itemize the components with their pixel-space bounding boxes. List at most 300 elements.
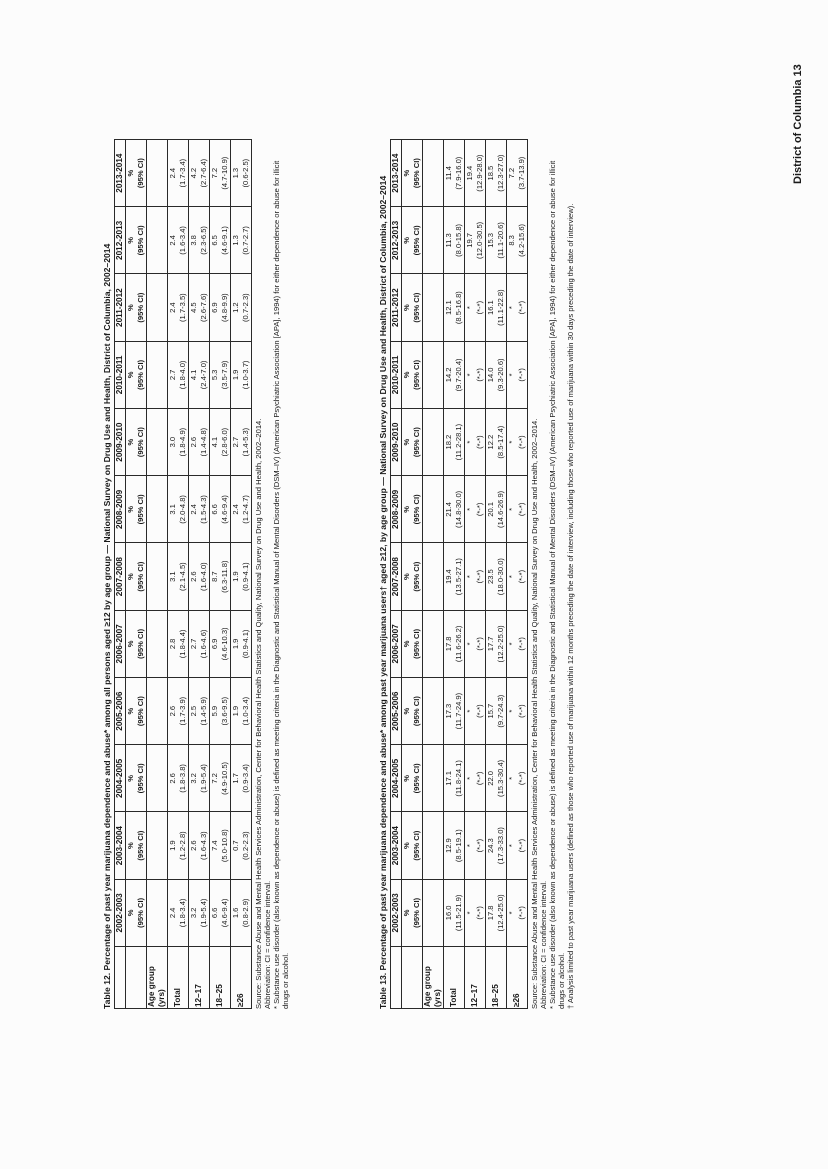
data-cell [444, 610, 465, 677]
data-cell [486, 543, 507, 610]
ci-label: (95% CI) [412, 897, 421, 928]
pct-label: % [126, 506, 135, 513]
data-cell [465, 812, 486, 879]
confidence-interval: (12.4-25.0) [496, 894, 505, 932]
estimate: 14.2 [444, 367, 453, 383]
data-cell [486, 745, 507, 812]
confidence-interval: (12.2-25.0) [496, 625, 505, 663]
estimate: 4.5 [189, 302, 198, 313]
data-cell [465, 207, 486, 274]
confidence-interval: (11.7-24.9) [454, 692, 463, 730]
data-cell [486, 812, 507, 879]
data-cell [444, 812, 465, 879]
empty-cell [423, 745, 444, 812]
confidence-interval: (*-*) [475, 368, 484, 382]
row-label: 12–17 [465, 947, 486, 1009]
data-cell [189, 812, 210, 879]
unit-header [402, 207, 423, 274]
pct-label: % [402, 775, 411, 782]
data-cell [189, 207, 210, 274]
pct-label: % [126, 237, 135, 244]
estimate: 2.6 [189, 436, 198, 448]
data-cell [465, 610, 486, 677]
estimate: 2.6 [189, 840, 198, 851]
data-cell [168, 678, 189, 745]
estimate: 3.8 [189, 235, 198, 246]
year-header-row [115, 140, 126, 1009]
estimate: 1.3 [231, 167, 240, 179]
unit-header [126, 140, 147, 207]
data-cell [189, 341, 210, 408]
ci-label: (95% CI) [136, 494, 145, 525]
year-header: 2006-2007 [391, 610, 402, 677]
pct-label: % [126, 640, 135, 648]
corner-cell [402, 947, 423, 1009]
confidence-interval: (1.0-3.7) [241, 360, 250, 390]
table-row [465, 140, 486, 1009]
confidence-interval: (12.9-28.0) [475, 154, 484, 192]
estimate: * [507, 911, 516, 915]
ci-label: (95% CI) [136, 763, 145, 794]
data-cell [210, 543, 231, 610]
data-cell [168, 879, 189, 946]
empty-cell [423, 274, 444, 341]
pct-label: % [402, 909, 411, 917]
unit-header [126, 745, 147, 812]
confidence-interval: (8.5-17.4) [496, 425, 505, 459]
ci-label: (95% CI) [136, 830, 145, 861]
pct-label: % [402, 640, 411, 648]
data-cell [231, 207, 252, 274]
estimate: 6.9 [210, 638, 219, 650]
confidence-interval: (*-*) [517, 569, 526, 584]
estimate: 1.2 [231, 302, 240, 313]
confidence-interval: (2.6-7.6) [199, 293, 208, 322]
confidence-interval: (4.2-15.6) [517, 223, 526, 257]
year-header: 2012-2013 [115, 207, 126, 274]
estimate: 2.7 [231, 436, 240, 448]
data-cell [210, 409, 231, 476]
confidence-interval: (*-*) [475, 906, 484, 920]
estimate: 23.5 [486, 569, 495, 585]
estimate: 19.4 [444, 569, 453, 585]
pct-label: % [126, 842, 135, 850]
footnote: † Analysis limited to past year marijuana users (defined as those who reported use of marijuana within 12 months preceding the date of interview, including those who reported use of marijuana within 30 days preceding the date of interview). [566, 203, 575, 1009]
data-cell [210, 678, 231, 745]
confidence-interval: (*-*) [517, 637, 526, 651]
confidence-interval: (9.3-20.6) [496, 358, 505, 392]
estimate: 7.2 [507, 167, 516, 179]
data-cell [168, 409, 189, 476]
year-header: 2004-2005 [115, 745, 126, 812]
unit-header [126, 678, 147, 745]
data-cell [465, 409, 486, 476]
confidence-interval: (9.7-20.4) [454, 358, 463, 392]
estimate: 17.3 [444, 703, 453, 719]
data-cell [168, 274, 189, 341]
estimate: 18.5 [486, 165, 495, 181]
estimate: 2.4 [231, 504, 240, 515]
data-cell [231, 476, 252, 543]
page-label: District of Columbia 13 [792, 64, 804, 184]
confidence-interval: (4.7-10.9) [220, 156, 229, 190]
empty-cell [423, 812, 444, 879]
confidence-interval: (4.6-9.1) [220, 226, 229, 255]
empty-cell [147, 543, 168, 610]
estimate: 1.6 [231, 907, 240, 919]
estimate: 19.4 [465, 165, 474, 181]
corner-cell [126, 947, 147, 1009]
pct-label: % [126, 573, 135, 581]
year-header-row [391, 140, 402, 1009]
confidence-interval: (*-*) [475, 771, 484, 786]
estimate: 16.1 [486, 300, 495, 316]
data-cell [465, 745, 486, 812]
table-row [507, 140, 528, 1009]
unit-header [126, 409, 147, 476]
estimate: 3.1 [168, 504, 177, 515]
estimate: 3.1 [168, 571, 177, 582]
estimate: 2.8 [168, 638, 177, 650]
data-cell [168, 207, 189, 274]
confidence-interval: (*-*) [475, 502, 484, 517]
empty-cell [423, 879, 444, 946]
data-cell [189, 274, 210, 341]
estimate: 2.7 [189, 638, 198, 650]
confidence-interval: (1.8-4.0) [178, 360, 187, 390]
estimate: * [507, 844, 516, 848]
estimate: 1.9 [231, 369, 240, 381]
footnote: * Substance use disorder (also known as dependence or abuse) is defined as meeting criteria in the Diagnostic and Statistical Manual of Mental Disorders (DSM–IV) (American Psychiatric Association [APA], 1994) for either dependence or abuse for illicit drugs or alcohol. [548, 160, 566, 1009]
confidence-interval: (1.9-5.4) [199, 898, 208, 928]
data-cell [486, 274, 507, 341]
ci-label: (95% CI) [412, 561, 421, 592]
data-cell [444, 207, 465, 274]
year-header: 2011-2012 [115, 274, 126, 341]
confidence-interval: (2.7-6.4) [199, 158, 208, 188]
estimate: 17.8 [486, 905, 495, 921]
estimate: * [465, 575, 474, 579]
estimate: * [465, 709, 474, 713]
estimate: 2.7 [168, 369, 177, 381]
confidence-interval: (2.8-6.0) [220, 427, 229, 457]
year-header: 2005-2006 [391, 678, 402, 745]
data-cell [168, 476, 189, 543]
confidence-interval: (1.8-3.4) [178, 898, 187, 928]
age-group-label: Age group (yrs) [147, 947, 168, 1009]
data-cell [507, 476, 528, 543]
confidence-interval: (*-*) [517, 906, 526, 920]
age-group-row [423, 140, 444, 1009]
data-cell [507, 543, 528, 610]
confidence-interval: (1.4-4.8) [199, 427, 208, 457]
estimate: 11.4 [444, 166, 453, 181]
estimate: * [465, 911, 474, 915]
pct-label: % [126, 775, 135, 782]
confidence-interval: (0.6-2.5) [241, 158, 250, 188]
estimate: * [465, 373, 474, 377]
estimate: * [465, 776, 474, 780]
ci-label: (95% CI) [412, 427, 421, 458]
estimate: 3.2 [189, 907, 198, 919]
unit-header [402, 341, 423, 408]
table-13-footnotes [530, 149, 575, 1009]
confidence-interval: (11.8-24.1) [454, 760, 463, 797]
unit-header [402, 745, 423, 812]
confidence-interval: (*-*) [517, 300, 526, 315]
data-cell [486, 610, 507, 677]
estimate: 4.1 [210, 436, 219, 448]
ci-label: (95% CI) [136, 292, 145, 323]
row-label: Total [168, 947, 189, 1009]
year-header: 2006-2007 [115, 610, 126, 677]
confidence-interval: (11.2-28.1) [454, 423, 463, 461]
confidence-interval: (11.1-20.6) [496, 222, 505, 259]
data-cell [444, 745, 465, 812]
confidence-interval: (12.3-27.0) [496, 154, 505, 192]
estimate: 2.4 [168, 167, 177, 179]
empty-cell [423, 678, 444, 745]
table-row [231, 140, 252, 1009]
table-12-title: Table 12. Percentage of past year marijuana dependence and abuse* among all persons aged ≥12 by age group — National Survey on Drug Use and Health, District of Columbia, 2002–2014 [102, 243, 112, 1009]
data-cell [231, 140, 252, 207]
ci-label: (95% CI) [412, 292, 421, 323]
year-header: 2003-2004 [115, 812, 126, 879]
unit-header [402, 812, 423, 879]
estimate: 2.4 [168, 235, 177, 246]
confidence-interval: (*-*) [517, 435, 526, 449]
confidence-interval: (15.3-30.4) [496, 759, 505, 797]
data-cell [231, 812, 252, 879]
estimate: 6.9 [210, 302, 219, 313]
footnote: Source: Substance Abuse and Mental Health Services Administration, Center for Behavioral Health Statistics and Quality, National Survey on Drug Use and Health, 2002–2014. [254, 418, 263, 1009]
confidence-interval: (1.4-5.9) [199, 696, 208, 726]
table-13 [378, 139, 575, 1009]
data-cell [231, 745, 252, 812]
confidence-interval: (8.5-19.1) [454, 829, 463, 863]
pct-label: % [402, 707, 411, 715]
estimate: 1.3 [231, 235, 240, 246]
estimate: * [465, 642, 474, 646]
confidence-interval: (14.6-26.9) [496, 490, 505, 528]
estimate: 1.7 [231, 773, 240, 784]
empty-cell [147, 812, 168, 879]
pct-label: % [402, 371, 411, 379]
year-header: 2013-2014 [391, 140, 402, 207]
data-cell [486, 476, 507, 543]
corner-cell [115, 947, 126, 1009]
estimate: 2.4 [168, 907, 177, 919]
data-cell [444, 543, 465, 610]
data-cell [444, 274, 465, 341]
data-cell [231, 678, 252, 745]
estimate: 2.6 [168, 773, 177, 784]
empty-cell [147, 341, 168, 408]
data-cell [465, 341, 486, 408]
confidence-interval: (*-*) [475, 569, 484, 584]
year-header: 2002-2003 [391, 879, 402, 946]
ci-label: (95% CI) [136, 225, 145, 256]
data-cell [465, 678, 486, 745]
data-cell [210, 341, 231, 408]
estimate: * [507, 306, 516, 310]
year-header: 2009-2010 [391, 409, 402, 476]
confidence-interval: (4.6-10.3) [220, 627, 229, 661]
unit-header [402, 678, 423, 745]
data-cell [189, 610, 210, 677]
ci-label: (95% CI) [412, 359, 421, 390]
estimate: 15.7 [486, 703, 495, 719]
table-12 [102, 139, 290, 1009]
estimate: 3.0 [168, 436, 177, 448]
pct-label: % [126, 371, 135, 379]
data-cell [168, 610, 189, 677]
table-13-title: Table 13. Percentage of past year marijuana dependence and abuse* among past year marijuana users† aged ≥12, by age group — National Survey on Drug Use and Health, District of Columbia, 2002–2014 [378, 175, 388, 1009]
empty-cell [147, 678, 168, 745]
table-row [210, 140, 231, 1009]
confidence-interval: (3.6-9.5) [220, 696, 229, 726]
estimate: 11.3 [444, 233, 453, 248]
estimate: 18.2 [444, 434, 453, 450]
confidence-interval: (0.9-4.1) [241, 629, 250, 659]
data-cell [231, 543, 252, 610]
estimate: 2.5 [189, 705, 198, 717]
estimate: 0.7 [231, 840, 240, 851]
estimate: 2.6 [189, 571, 198, 582]
year-header: 2010-2011 [391, 341, 402, 408]
estimate: 1.9 [231, 705, 240, 717]
estimate: 12.1 [444, 300, 453, 316]
row-label: ≥26 [231, 947, 252, 1009]
unit-header-row [126, 140, 147, 1009]
estimate: 15.3 [486, 232, 495, 248]
confidence-interval: (11.5-21.9) [454, 894, 463, 932]
confidence-interval: (1.5-4.3) [199, 495, 208, 524]
estimate: 8.3 [507, 235, 516, 246]
data-cell [210, 812, 231, 879]
row-label: 18–25 [210, 947, 231, 1009]
confidence-interval: (0.2-2.3) [241, 831, 250, 860]
confidence-interval: (4.6-9.4) [220, 495, 229, 524]
estimate: * [507, 709, 516, 713]
confidence-interval: (*-*) [517, 771, 526, 786]
unit-header [402, 610, 423, 677]
estimate: * [465, 306, 474, 310]
data-cell [210, 879, 231, 946]
confidence-interval: (17.3-33.0) [496, 827, 505, 865]
confidence-interval: (*-*) [475, 300, 484, 315]
data-cell [486, 207, 507, 274]
ci-label: (95% CI) [412, 830, 421, 861]
confidence-interval: (12.0-30.5) [475, 221, 484, 259]
estimate: 22.0 [486, 770, 495, 786]
data-cell [189, 543, 210, 610]
unit-header [402, 543, 423, 610]
data-cell [507, 207, 528, 274]
estimate: 17.1 [444, 770, 453, 786]
confidence-interval: (2.1-4.5) [178, 562, 187, 591]
corner-cell [391, 947, 402, 1009]
confidence-interval: (1.4-5.3) [241, 427, 250, 457]
data-cell [231, 341, 252, 408]
year-header: 2002-2003 [115, 879, 126, 946]
empty-cell [423, 409, 444, 476]
estimate: * [507, 776, 516, 780]
estimate: 6.6 [210, 504, 219, 515]
ci-label: (95% CI) [136, 696, 145, 727]
data-cell [507, 745, 528, 812]
confidence-interval: (14.8-30.0) [454, 490, 463, 528]
confidence-interval: (1.2-2.8) [178, 831, 187, 860]
confidence-interval: (0.7-2.3) [241, 293, 250, 322]
data-cell [168, 341, 189, 408]
estimate: 1.9 [231, 638, 240, 650]
confidence-interval: (1.7-3.5) [178, 293, 187, 322]
data-cell [486, 409, 507, 476]
table-12-footnotes [254, 149, 290, 1009]
table-13-grid [390, 139, 528, 1009]
estimate: 4.1 [189, 369, 198, 381]
ci-label: (95% CI) [412, 628, 421, 659]
confidence-interval: (0.8-2.9) [241, 898, 250, 928]
confidence-interval: (1.7-3.9) [178, 696, 187, 726]
confidence-interval: (4.9-10.5) [220, 761, 229, 795]
unit-header [402, 409, 423, 476]
empty-cell [423, 341, 444, 408]
pct-label: % [126, 707, 135, 715]
confidence-interval: (2.0-4.8) [178, 495, 187, 524]
confidence-interval: (4.8-9.9) [220, 293, 229, 322]
unit-header [126, 274, 147, 341]
estimate: 2.4 [168, 302, 177, 313]
estimate: * [465, 844, 474, 848]
ci-label: (95% CI) [136, 427, 145, 458]
confidence-interval: (*-*) [517, 502, 526, 517]
estimate: 7.4 [210, 840, 219, 851]
pct-label: % [402, 304, 411, 312]
confidence-interval: (1.6-3.4) [178, 226, 187, 255]
confidence-interval: (18.0-30.0) [496, 558, 505, 596]
data-cell [465, 140, 486, 207]
data-cell [507, 610, 528, 677]
estimate: 12.9 [444, 838, 453, 854]
data-cell [210, 610, 231, 677]
pct-label: % [402, 842, 411, 850]
data-cell [486, 678, 507, 745]
confidence-interval: (11.1-22.8) [496, 289, 505, 326]
estimate: 20.1 [486, 501, 495, 517]
data-cell [168, 812, 189, 879]
estimate: * [507, 507, 516, 511]
unit-header-row [402, 140, 423, 1009]
estimate: 1.9 [168, 840, 177, 851]
confidence-interval: (7.9-16.0) [454, 156, 463, 190]
estimate: * [507, 373, 516, 377]
estimate: 2.6 [168, 705, 177, 717]
ci-label: (95% CI) [136, 359, 145, 390]
confidence-interval: (1.6-4.3) [199, 831, 208, 860]
estimate: 2.4 [189, 504, 198, 515]
confidence-interval: (0.9-3.4) [241, 764, 250, 793]
footnote: Abbreviation: CI = confidence interval. [263, 880, 272, 1009]
estimate: 19.7 [465, 232, 474, 248]
data-cell [507, 409, 528, 476]
data-cell [210, 745, 231, 812]
empty-cell [423, 140, 444, 207]
empty-cell [423, 207, 444, 274]
year-header: 2003-2004 [391, 812, 402, 879]
data-cell [210, 274, 231, 341]
